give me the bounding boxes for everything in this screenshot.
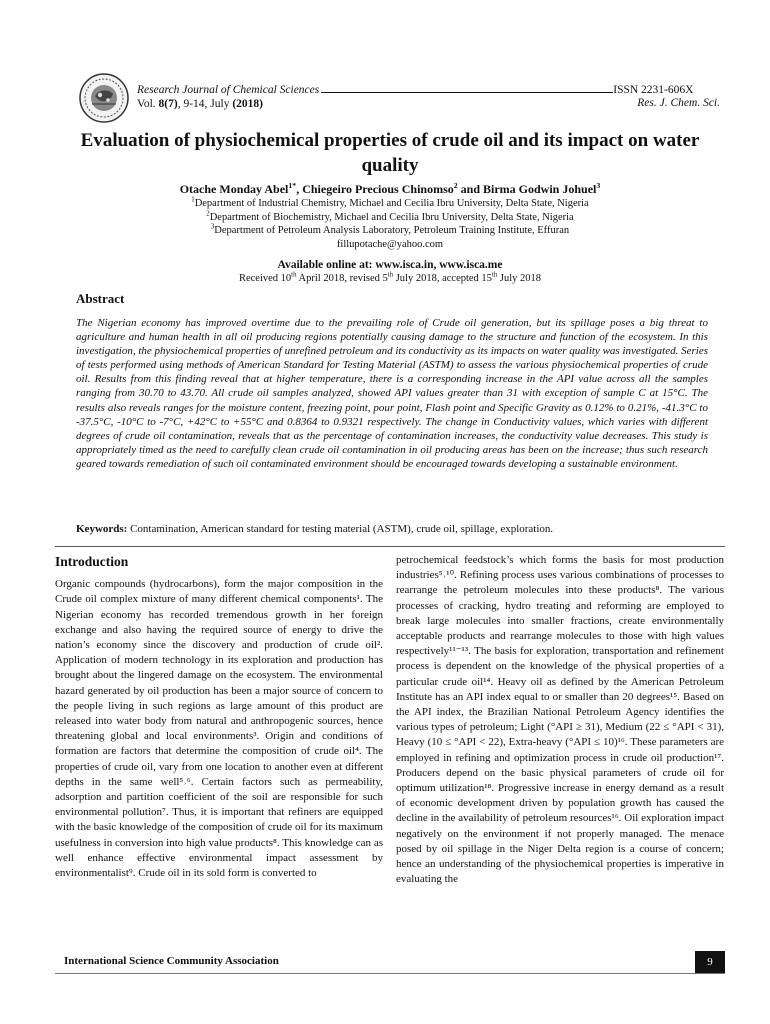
journal-name: Research Journal of Chemical Sciences: [137, 84, 320, 96]
year: (2018): [232, 98, 263, 110]
section-divider: [55, 546, 725, 547]
journal-abbreviation: Res. J. Chem. Sci.: [637, 97, 720, 109]
journal-header-left: [137, 82, 693, 111]
keywords-label: Keywords:: [76, 523, 128, 535]
issn: ISSN 2231-606X: [613, 84, 694, 96]
affiliation-2: $^2$Department of Biochemistry, Michael and Cecilia Ibru University, Delta State, Nigeria: [206, 210, 574, 223]
introduction-heading: Introduction: [55, 554, 129, 569]
introduction-paragraph-left: Organic compounds (hydrocarbons), form the major composition in the Crude oil complex mixture of many different chemical components¹. The Nigerian economy has recorded tremendous growth in her foreign exchange and also having the required source of energy to drive the nation’s economy since the discovery and production of crude oil². Application of modern technology in its exploration and production has brought about the lingered damage on the ecosystem. The environmental hazard generated by oil production has been a major source of concern to the people living in such regions as large amount of this product are released into water body from natural and anthropogenic sources, hence threatening global and local environments³. Origin and conditions of formation are factors that determine the composition of crude oil⁴. The properties of crude oil, vary from one location to another even at different depths in the same well⁵˒⁶. Certain factors such as permeability, adsorption and partition coefficient of the soil are responsible for such environmental pollution⁷. Thus, it is important that refiners are equipped with the basic knowledge of the composition of crude oil for its maximum usefulness in conversion into high value products⁸. This knowledge can as well enhance effective environmental impact assessment by environmentalist⁹. Crude oil in its sold form is converted to: [55, 578, 383, 880]
footer-organization: International Science Community Association: [64, 955, 279, 967]
header-rule: [321, 82, 613, 93]
journal-logo-icon: [78, 72, 130, 124]
volume-number: 8(7): [158, 98, 178, 110]
journal-header-right: [637, 82, 720, 110]
page-number: 9: [695, 951, 725, 973]
keywords: [76, 523, 708, 535]
page-footer: [55, 951, 725, 974]
keywords-text: Contamination, American standard for testing material (ASTM), crude oil, spillage, exploration.: [127, 523, 554, 535]
affiliations: [55, 197, 725, 251]
available-online[interactable]: Available online at: www.isca.in, www.isca.me: [277, 259, 503, 271]
author-email[interactable]: fillupotache@yahoo.com: [336, 238, 444, 250]
abstract-heading: Abstract: [76, 291, 125, 306]
received-dates: Received 10th April 2018, revised 5th July 2018, accepted 15th July 2018: [238, 271, 542, 284]
abstract-body: The Nigerian economy has improved overtime due to the prevailing role of Crude oil generation, but its spillage poses a big threat to agriculture and human health in all oil producing regions potentially causing damage to the structure and function of the ecosystem. In this investigation, the physiochemical properties of unrefined petroleum and its conductivity as its impacts on water quality was investigated. Series of tests performed using methods of American Standard for Testing Material (ASTM) to assess the various physiochemical properties of crude oil. Results from this finding reveal that at higher temperature, there is a corresponding increase in the API value across all the samples ranging from 30.70 to 43.70. All crude oil samples analyzed, showed API values greater than 31 with exception of sample C at 15°C. The results also reveals ranges for the moisture content, freezing point, pour point, Flash point and Specific Gravity as 0.12% to 0.21%, -41.3°C to -37.5°C, -10°C to -7°C, +42°C to +55°C and 0.8364 to 0.9321 respectively. The change in Conductivity values, which varies with different degrees of crude oil contamination, reveals that as the percentage of contamination increases, the conductivity value decreases. This study is appropriately timed as the need to carefully clean crude oil contamination in oil producing areas has been on the increase; thus such research geared towards remediation of such oil contaminated environment should be encouraged towards developing a sustainable environment.: [76, 317, 708, 470]
volume-line: Vol. 8(7), 9-14, July (2018): [137, 98, 263, 110]
introduction-paragraph-right: petrochemical feedstock’s which forms the basis for most production industries⁵˒¹⁰. Refining process uses various combinations of processes to rearrange the petroleum molecules into these products⁸. The various processes of cracking, hydro treating and reforming are employed to break large molecules into smaller fractions, create environmentally acceptable products and rearrange molecules to those with high values respectively¹¹⁻¹³. The basis for exploration, transportation and refinement process is dependent on the knowledge of the physical properties of a particular crude oil¹⁴. Heavy oil as defined by the American Petroleum Institute has an API index equal to or smaller than 20 degrees¹⁵. Based on the API index, the Brazilian National Petroleum Agency identifies the various types of petroleum; Light (°API ≥ 31), Medium (22 ≤ °API < 31), Heavy (10 ≤ °API < 22), Extra-heavy (°API ≤ 10)¹⁶. These parameters are employed in refining and optimization process in crude oil production¹⁷. Producers depend on the basic physical parameters of crude oil for optimum utilization¹⁸. Progressive increase in energy demand as a result of economic development driven by population growth has caused the decline in the availability of petroleum resources¹⁶. Oil exploration impact negatively on the environment if not properly managed. The menace posed by oil spillage in the Niger Delta region is a course of concern; hence an understanding of the physiochemical properties is imperative in evaluating the: [396, 554, 724, 886]
paper-title: Evaluation of physiochemical properties of crude oil and its impact on water quality: [80, 130, 700, 176]
affiliation-3: $^3$Department of Petroleum Analysis Laboratory, Petroleum Training Institute, Effuran: [210, 223, 570, 236]
left-column: [55, 553, 383, 881]
author-list: Otache Monday Abel$^{1*}$, Chiegeiro Precious Chinomso$^2$ and Birma Godwin Johuel$^3$: [179, 181, 601, 196]
right-column: [396, 553, 724, 887]
affiliation-1: $^1$Department of Industrial Chemistry, Michael and Cecilia Ibru University, Delta State, Nigeria: [191, 196, 589, 209]
